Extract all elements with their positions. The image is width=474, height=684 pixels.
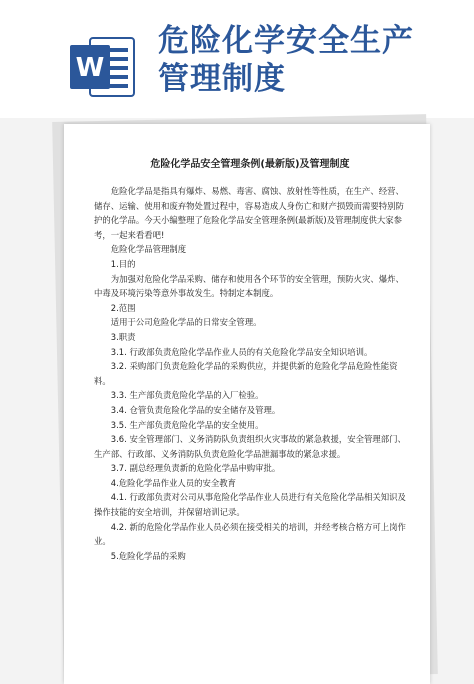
paragraph-duty-3-7: 3.7. 副总经理负责新的危险化学品申购审批。 [110,463,281,474]
paragraph-training-4-1: 4.1. 行政部负责对公司从事危险化学品作业人员进行有关危险化学品相关知识及操作技能的安全培训，并保留培训记录。 [94,492,406,518]
document-body [94,158,406,563]
microsoft-word-icon [70,36,136,98]
title-line-1: 危险化学安全生产 [158,23,414,59]
paragraph-duty-3-4: 3.4. 仓管负责危险化学品的安全储存及管理。 [110,404,281,415]
icon-letter: W [75,53,105,83]
paragraph-purpose: 为加强对危险化学品采购、储存和使用各个环节的安全管理，预防火灾、爆炸、中毒及环境污染等意外事故发生。特制定本制度。 [94,273,404,299]
document-page [64,124,430,684]
heading-system: 危险化学品管理制度 [110,244,187,255]
banner-header [0,0,474,118]
paragraph-duty-3-5: 3.5. 生产部负责危险化学品的安全使用。 [110,419,264,430]
heading-duties: 3.职责 [110,331,136,342]
paragraph-intro: 危险化学品是指具有爆炸、易燃、毒害、腐蚀、放射性等性质，在生产、经营、储存、运输、使用和废弃物处置过程中，容易造成人身伤亡和财产损毁而需要特别防护的化学品。今天小编整理了危险化学品安全管理条例(最新版)及管理制度供大家参考，一起来看看吧! [94,186,404,240]
paragraph-duty-3-6: 3.6. 安全管理部门、义务消防队负责组织火灾事故的紧急救援，安全管理部门、生产部、行政部、义务消防队负责危险化学品泄漏事故的紧急求援。 [94,434,406,459]
heading-scope: 2.范围 [110,302,136,313]
heading-training: 4.危险化学品作业人员的安全教育 [110,477,237,488]
paragraph-duty-3-1: 3.1. 行政部负责危险化学品作业人员的有关危险化学品安全知识培训。 [110,346,373,357]
paragraph-training-4-2: 4.2. 新的危险化学品作业人员必须在接受相关的培训，并经考核合格方可上岗作业。 [94,521,406,547]
paragraph-duty-3-2: 3.2. 采购部门负责危险化学品的采购供应，并提供新的危险化学品危险性能资料。 [94,361,398,386]
heading-procurement: 5.危险化学品的采购 [110,550,186,561]
heading-purpose: 1.目的 [110,258,136,269]
paragraph-scope: 适用于公司危险化学品的日常安全管理。 [110,317,262,328]
page-title [158,22,458,98]
document-title: 危险化学品安全管理条例(最新版)及管理制度 [150,159,350,170]
paragraph-duty-3-3: 3.3. 生产部负责危险化学品的入厂检验。 [110,390,264,401]
title-line-2: 管理制度 [158,61,286,97]
